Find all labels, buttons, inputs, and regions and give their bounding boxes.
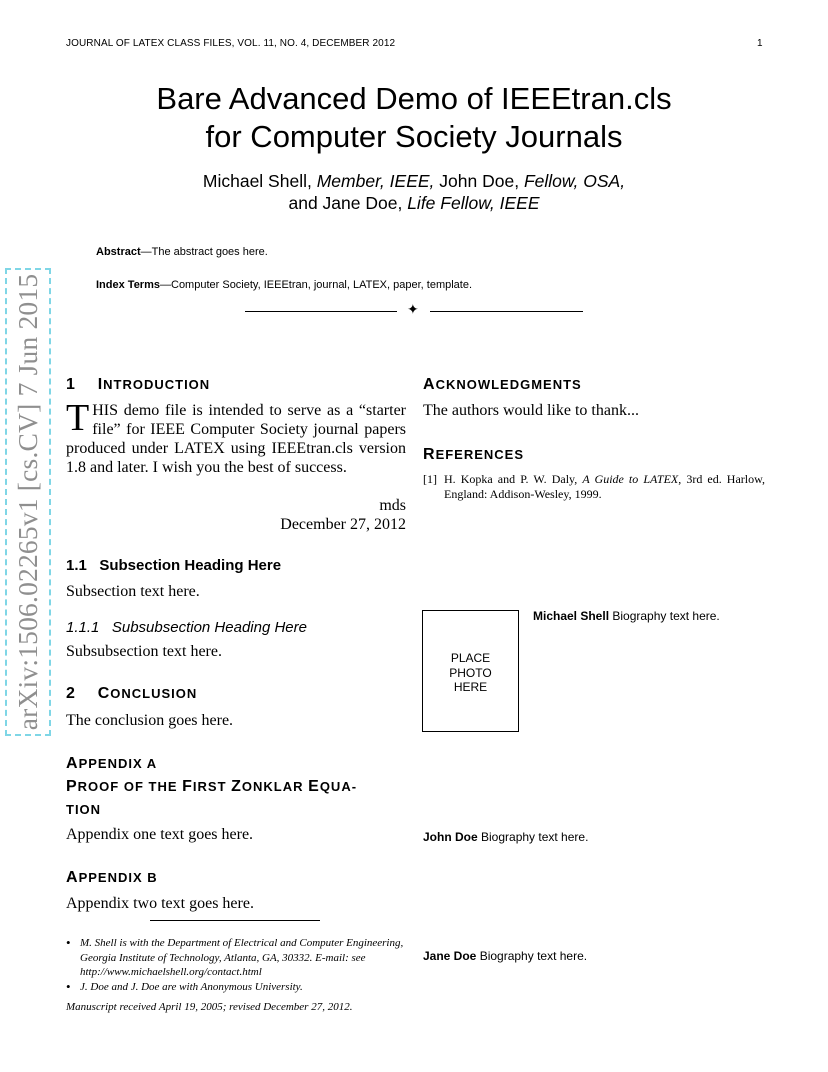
heading-initial: A: [66, 869, 79, 886]
heading-rest: NTRODUCTION: [103, 377, 211, 392]
biography-john-doe: [423, 830, 588, 844]
manuscript-note: Manuscript received April 19, 2005; revised December 27, 2012.: [66, 1001, 353, 1013]
abstract: [96, 246, 268, 258]
reference-authors: H. Kopka and P. W. Daly,: [444, 472, 583, 486]
signature: [66, 496, 406, 534]
lead-word: HIS: [92, 402, 118, 419]
appendix-a-heading: [66, 752, 416, 821]
biography-name: Jane Doe: [423, 949, 477, 963]
footnote-item: • M. Shell is with the Department of Electrical and Computer Engineering, Georgia Institute of Technology, Atlanta, GA, 30332. E-mail: see http://www.michaelshell.org/contact.html: [66, 936, 408, 980]
signature-date: December 27, 2012: [280, 516, 406, 533]
placeholder-line: HERE: [453, 680, 488, 694]
author-list: [0, 170, 828, 214]
reference-title: A Guide to LATEX: [582, 472, 679, 486]
reference-publication: , 3rd ed. Harlow, England: Addison-Wesley, 1999.: [444, 472, 766, 501]
subsubsection-text: Subsubsection text here.: [66, 643, 222, 660]
subsubsection-heading: 1.1.1 Subsubsection Heading Here: [66, 619, 307, 636]
index-terms-text: —Computer Society, IEEEtran, journal, LATEX, paper, template.: [160, 279, 473, 291]
author-2-name: John Doe,: [439, 171, 520, 191]
photo-placeholder-text: [423, 651, 518, 695]
biography-name: John Doe: [423, 830, 478, 844]
subsection-text: Subsection text here.: [66, 583, 200, 600]
heading-rest: EFERENCES: [435, 447, 525, 462]
biography-text: Biography text here.: [609, 609, 720, 623]
heading-initial: F: [182, 778, 193, 795]
reference-item: [423, 472, 765, 502]
section-number: 1: [66, 376, 76, 393]
separator-rule-left: [245, 311, 397, 312]
heading-initial: A: [423, 376, 436, 393]
author-3-title: Life Fellow, IEEE: [407, 193, 540, 213]
biography-jane-doe: [423, 949, 587, 963]
heading-initial: R: [423, 446, 436, 463]
acknowledgments-heading: [423, 376, 582, 394]
abstract-label: Abstract: [96, 246, 141, 258]
heading-initial: E: [308, 778, 320, 795]
biography-michael-shell: [533, 609, 720, 623]
title-line-1: Bare Advanced Demo of IEEEtran.cls: [156, 81, 672, 116]
heading-rest: ONKLAR: [241, 779, 309, 794]
heading-rest: CKNOWLEDGMENTS: [435, 377, 582, 392]
heading-rest: PPENDIX A: [78, 756, 158, 771]
footnote-rule: [150, 920, 320, 921]
biography-name: Michael Shell: [533, 609, 610, 623]
title-line-2: for Computer Society Journals: [205, 119, 623, 154]
heading-initial: P: [66, 778, 78, 795]
placeholder-line: PLACE: [450, 651, 491, 665]
heading-rest: ROOF OF THE: [77, 779, 183, 794]
author-photo-placeholder: [422, 610, 519, 732]
conclusion-text: The conclusion goes here.: [66, 712, 234, 729]
heading-rest: QUA-: [319, 779, 358, 794]
heading-rest: IRST: [192, 779, 232, 794]
heading-initial: C: [97, 685, 111, 702]
arxiv-identifier: arXiv:1506.02265v1 [cs.CV] 7 Jun 2015: [12, 273, 43, 731]
drop-cap: T: [66, 397, 90, 439]
reference-label: [1]: [423, 472, 437, 486]
index-terms-label: Index Terms: [96, 279, 160, 291]
separator-diamond-icon: ✦: [407, 303, 419, 318]
acknowledgments-text: The authors would like to thank...: [423, 402, 639, 419]
heading-rest: ONCLUSION: [110, 686, 198, 701]
heading-initial: A: [66, 755, 79, 772]
separator-rule-right: [430, 311, 583, 312]
heading-initial: I: [97, 376, 104, 393]
author-2-title: Fellow, OSA,: [523, 171, 626, 191]
author-1-title: Member, IEEE,: [316, 171, 435, 191]
heading-initial: Z: [231, 778, 242, 795]
page-number: 1: [757, 38, 763, 49]
appendix-b-text: Appendix two text goes here.: [66, 895, 254, 912]
abstract-text: —The abstract goes here.: [140, 246, 268, 258]
index-terms: [96, 279, 472, 291]
paper-title: [0, 80, 828, 156]
introduction-text: demo file is intended to serve as a “starter file” for IEEE Computer Society journal papers produced under LATEX using IEEEtran.cls version 1.8 and later. I wish you the best of success.: [66, 402, 406, 476]
running-header: JOURNAL OF LATEX CLASS FILES, VOL. 11, NO. 4, DECEMBER 2012: [66, 38, 396, 49]
introduction-paragraph: [66, 397, 406, 477]
appendix-a-text: Appendix one text goes here.: [66, 826, 254, 843]
author-3-name: and Jane Doe,: [288, 193, 403, 213]
appendix-b-heading: [66, 869, 158, 887]
signature-name: mds: [379, 497, 406, 514]
footnote-item: • J. Doe and J. Doe are with Anonymous University.: [66, 980, 408, 995]
biography-text: Biography text here.: [476, 949, 588, 963]
biography-text: Biography text here.: [477, 830, 589, 844]
section-number: 2: [66, 685, 76, 702]
footnotes: [66, 936, 408, 1015]
arxiv-stamp: [5, 268, 51, 736]
references-heading: [423, 446, 524, 464]
section-heading-introduction: [66, 376, 210, 394]
heading-rest: PPENDIX B: [78, 870, 158, 885]
subsection-heading: 1.1 Subsection Heading Here: [66, 557, 282, 574]
heading-continuation: TION: [66, 802, 102, 817]
author-1-name: Michael Shell,: [202, 171, 312, 191]
placeholder-line: PHOTO: [449, 665, 492, 680]
section-heading-conclusion: [66, 685, 197, 703]
